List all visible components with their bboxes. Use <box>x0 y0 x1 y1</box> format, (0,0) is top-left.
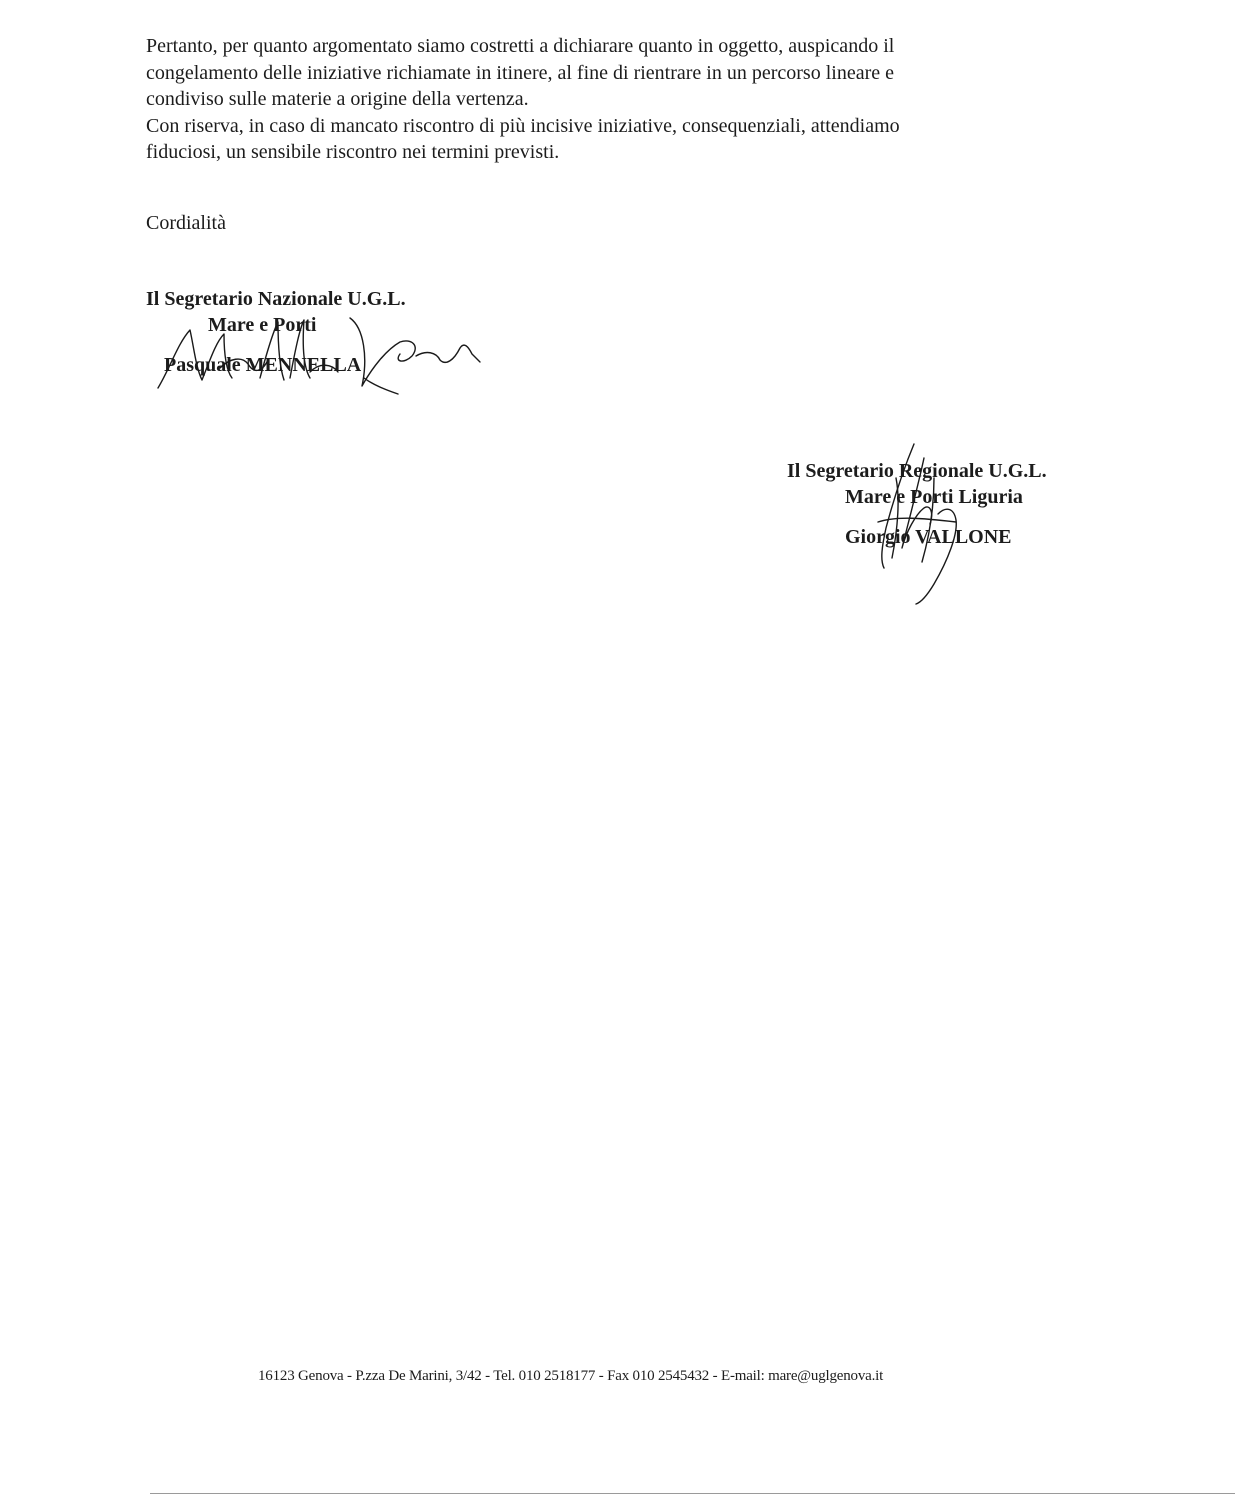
handwritten-signature-mennella <box>150 308 490 398</box>
body-line-1: Pertanto, per quanto argomentato siamo costretti a dichiarare quanto in oggetto, auspicando il <box>146 35 895 57</box>
regional-secretary-title: Il Segretario Regionale U.G.L. <box>787 460 1047 482</box>
regional-secretary-name: Giorgio VALLONE <box>845 526 1012 548</box>
national-secretary-name: Pasquale MENNELLA <box>164 354 362 376</box>
body-line-4: Con riserva, in caso di mancato riscontro di più incisive iniziative, consequenziali, attendiamo <box>146 114 900 137</box>
footer-contact: 16123 Genova - P.zza De Marini, 3/42 - Tel. 010 2518177 - Fax 010 2545432 - E-mail: mare@uglgenova.it <box>258 1368 884 1384</box>
letter-body <box>146 33 1046 166</box>
regional-secretary-sector: Mare e Porti Liguria <box>845 486 1023 508</box>
handwritten-signature-vallone <box>838 438 988 608</box>
national-secretary-title: Il Segretario Nazionale U.G.L. <box>146 288 406 310</box>
bottom-divider <box>150 1493 1235 1494</box>
body-line-2: congelamento delle iniziative richiamate in itinere, al fine di rientrare in un percorso lineare e <box>146 61 894 84</box>
national-secretary-sector: Mare e Porti <box>208 314 317 336</box>
body-line-3: condiviso sulle materie a origine della vertenza. <box>146 88 529 110</box>
body-line-5: fiduciosi, un sensibile riscontro nei termini previsti. <box>146 141 560 163</box>
closing-salutation: Cordialità <box>146 212 226 234</box>
